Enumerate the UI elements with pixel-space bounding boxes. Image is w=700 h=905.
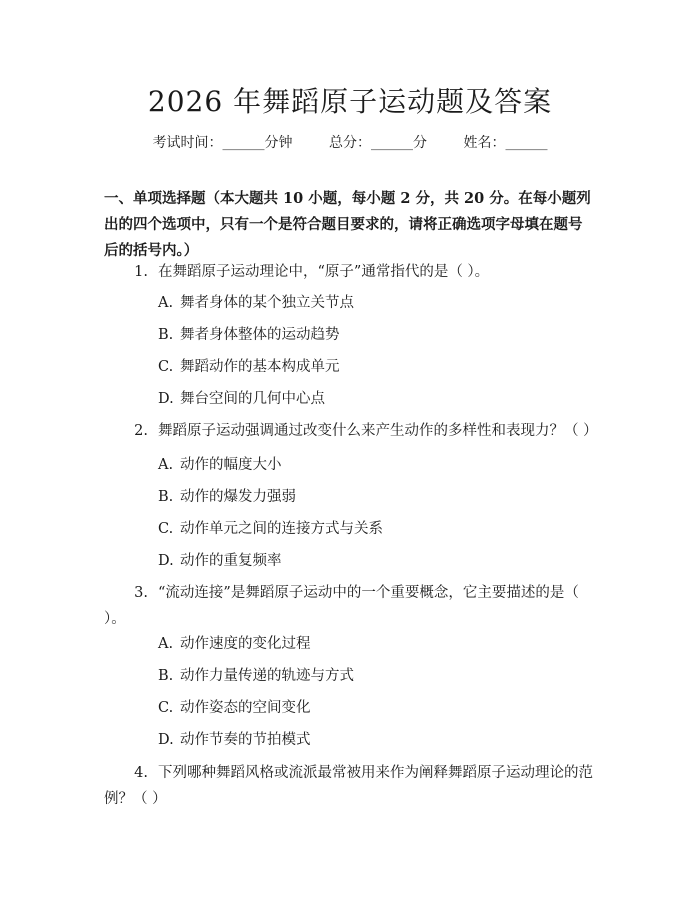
option-letter: B. — [158, 668, 174, 684]
question-number: 3. — [134, 585, 148, 601]
option-1c — [158, 356, 340, 378]
option-text: 舞者身体整体的运动趋势 — [180, 327, 340, 343]
option-text: 舞者身体的某个独立关节点 — [180, 295, 354, 311]
option-text: 舞台空间的几何中心点 — [180, 391, 325, 407]
student-name: 姓名：______ — [463, 135, 548, 151]
option-text: 动作速度的变化过程 — [180, 636, 311, 652]
option-text: 动作姿态的空间变化 — [180, 700, 311, 716]
option-letter: B. — [158, 489, 174, 505]
page-title: 2026 年舞蹈原子运动题及答案 — [147, 85, 553, 118]
option-text: 舞蹈动作的基本构成单元 — [180, 359, 340, 375]
question-number: 2. — [134, 423, 148, 439]
question-1 — [104, 259, 600, 285]
option-3a — [158, 633, 311, 655]
question-text: 舞蹈原子运动强调通过改变什么来产生动作的多样性和表现力？（ ） — [158, 423, 598, 439]
question-text: 在舞蹈原子运动理论中，“原子”通常指代的是（ ）。 — [158, 264, 490, 280]
option-3b — [158, 665, 354, 687]
option-text: 动作的爆发力强弱 — [180, 489, 296, 505]
option-letter: A. — [158, 636, 174, 652]
option-letter: A. — [158, 457, 174, 473]
option-3c — [158, 697, 311, 719]
option-letter: D. — [158, 391, 174, 407]
option-1a — [158, 292, 354, 314]
option-2b — [158, 486, 296, 508]
option-text: 动作的重复频率 — [180, 553, 282, 569]
option-letter: B. — [158, 327, 174, 343]
section-header: 一、单项选择题（本大题共 10 小题，每小题 2 分，共 20 分。在每小题列出的四个选项中，只有一个是符合题目要求的，请将正确选项字母填在题号后的括号内。） — [104, 190, 591, 259]
total-score: 总分：______分 — [329, 135, 427, 151]
option-letter: C. — [158, 359, 174, 375]
option-letter: A. — [158, 295, 174, 311]
question-4 — [104, 760, 600, 812]
option-letter: C. — [158, 521, 174, 537]
option-letter: D. — [158, 732, 174, 748]
option-text: 动作节奏的节拍模式 — [180, 732, 311, 748]
option-text: 动作单元之间的连接方式与关系 — [180, 521, 383, 537]
option-text: 动作的幅度大小 — [180, 457, 282, 473]
option-letter: D. — [158, 553, 174, 569]
option-text: 动作力量传递的轨迹与方式 — [180, 668, 354, 684]
option-2c — [158, 518, 383, 540]
question-3 — [104, 580, 600, 632]
question-text: “流动连接”是舞蹈原子运动中的一个重要概念，它主要描述的是（ ）。 — [104, 585, 579, 627]
question-number: 1. — [134, 264, 148, 280]
question-number: 4. — [134, 765, 148, 781]
option-2a — [158, 454, 282, 476]
exam-time: 考试时间：______分钟 — [152, 135, 293, 151]
option-1b — [158, 324, 340, 346]
option-2d — [158, 550, 282, 572]
option-1d — [158, 388, 325, 410]
option-letter: C. — [158, 700, 174, 716]
exam-meta — [0, 132, 700, 152]
option-3d — [158, 729, 311, 751]
question-2 — [104, 418, 600, 444]
question-text: 下列哪种舞蹈风格或流派最常被用来作为阐释舞蹈原子运动理论的范例？（ ） — [104, 765, 593, 807]
